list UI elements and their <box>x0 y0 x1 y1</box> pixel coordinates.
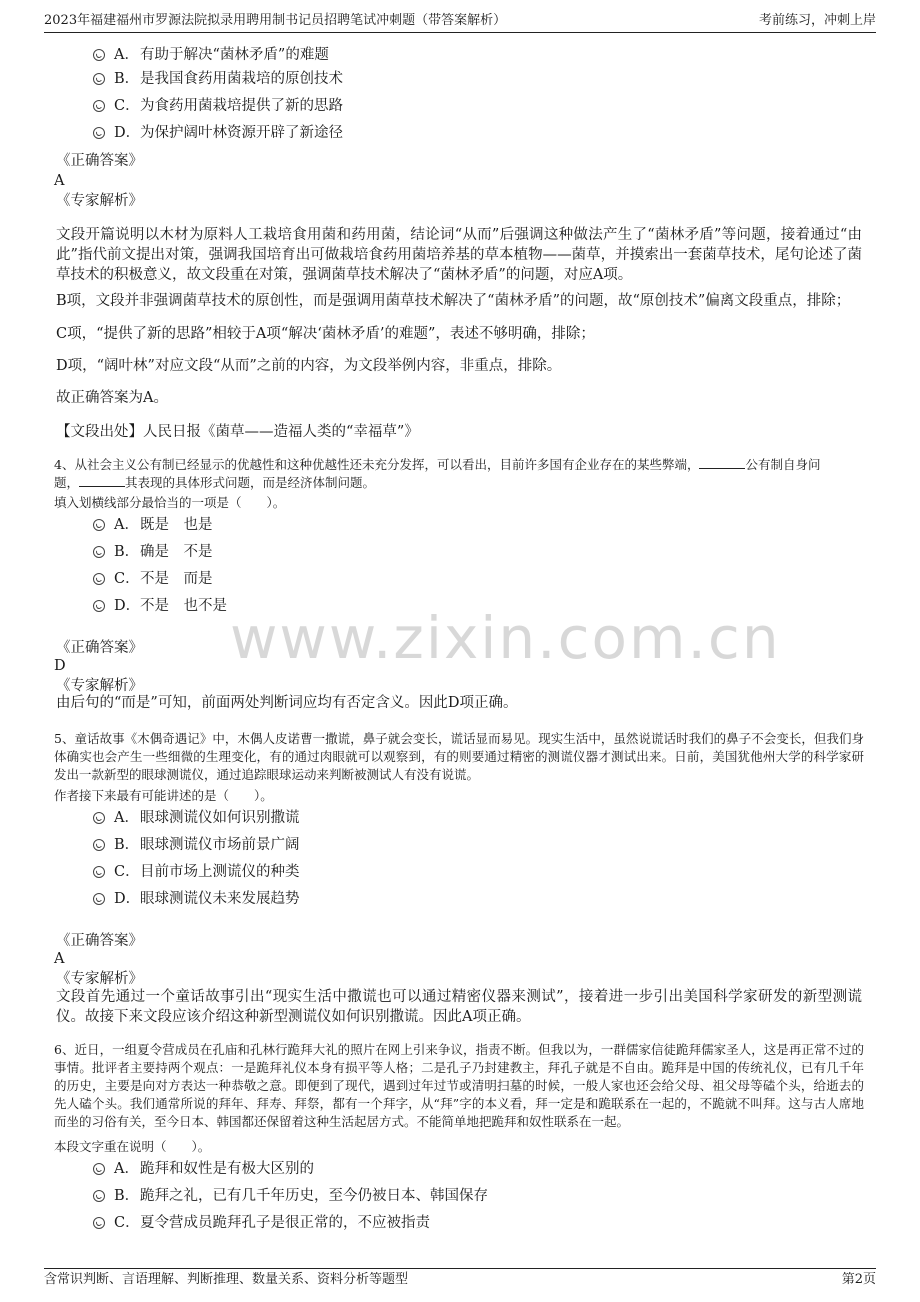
q4-prompt: 填入划横线部分最恰当的一项是（ ）。 <box>54 495 286 510</box>
q5-answer: A <box>54 951 65 967</box>
q4-answer: D <box>54 658 66 674</box>
radio-icon[interactable] <box>93 519 105 531</box>
q3-conclusion: 故正确答案为A。 <box>56 390 168 406</box>
q4-option-c[interactable]: C．不是 而是 <box>93 569 213 589</box>
watermark: www.zixin.com.cn <box>230 604 781 672</box>
page-footer <box>44 1268 876 1291</box>
q6-option-a[interactable]: A．跪拜和奴性是有极大区别的 <box>93 1159 314 1179</box>
q4-option-d[interactable]: D．不是 也不是 <box>93 596 227 616</box>
radio-icon[interactable] <box>93 73 105 85</box>
q5-option-b[interactable]: B．眼球测谎仪市场前景广阔 <box>93 835 300 855</box>
q4-answer-label: 《正确答案》 <box>56 640 143 656</box>
q4-stem: 4、从社会主义公有制已经显示的优越性和这种优越性还未充分发挥，可以看出，目前许多国有企业存在的某些弊端， 公有制自身问 题， 其表现的具体形式问题，而是经济体制问题。 <box>54 457 821 490</box>
fill-blank <box>79 474 125 487</box>
radio-icon[interactable] <box>93 1190 105 1202</box>
radio-icon[interactable] <box>93 600 105 612</box>
q4-option-b[interactable]: B．确是 不是 <box>93 542 213 562</box>
radio-icon[interactable] <box>93 100 105 112</box>
q5-option-a[interactable]: A．眼球测谎仪如何识别撒谎 <box>93 808 300 828</box>
radio-icon[interactable] <box>93 1217 105 1229</box>
radio-icon[interactable] <box>93 546 105 558</box>
q3-analysis-label: 《专家解析》 <box>56 193 143 209</box>
q5-stem: 5、童话故事《木偶奇遇记》中，木偶人皮诺曹一撒谎，鼻子就会变长，谎话显而易见。现实生活中，虽然说谎话时我们的鼻子不会变长，但我们身体确实也会产生一些细微的生理变化，有的通过肉眼就可以观察到，有的则要通过精密的测谎仪器才测试出来。日前，美国犹他州大学的科学家研发出一款新型的眼球测谎仪，通过追踪眼球运动来判断被测试人有没有说谎。 <box>54 731 864 782</box>
q3-option-a[interactable]: A．有助于解决“菌林矛盾”的难题 <box>93 45 329 65</box>
footer-note: 含常识判断、言语理解、判断推理、数量关系、资料分析等题型 <box>44 1272 409 1287</box>
radio-icon[interactable] <box>93 839 105 851</box>
q5-option-c[interactable]: C．目前市场上测谎仪的种类 <box>93 862 300 882</box>
radio-icon[interactable] <box>93 573 105 585</box>
radio-icon[interactable] <box>93 127 105 139</box>
q3-answer: A <box>54 173 65 189</box>
q3-analysis-d: D项，“阔叶林”对应文段“从而”之前的内容，为文段举例内容，非重点，排除。 <box>56 358 562 374</box>
q5-answer-label: 《正确答案》 <box>56 933 143 949</box>
radio-icon[interactable] <box>93 49 105 61</box>
q5-analysis: 文段首先通过一个童话故事引出“现实生活中撒谎也可以通过精密仪器来测试”，接着进一步引出美国科学家研发的新型测谎仪。故接下来文段应该介绍这种新型测谎仪如何识别撒谎。因此A项正确。 <box>56 989 862 1025</box>
q6-stem: 6、近日，一组夏令营成员在孔庙和孔林行跪拜大礼的照片在网上引来争议，指责不断。但我以为，一群儒家信徒跪拜儒家圣人，这是再正常不过的事情。批评者主要持两个观点：一是跪拜礼仪本身有损平等人格；二是孔子乃封建教主，拜孔子就是不自由。跪拜是中国的传统礼仪，已有几千年的历史，主要是向对方表达一种恭敬之意。即便到了现代，遇到过年过节或清明扫墓的时候，一般人家也还会给父母、祖父母等磕个头，给逝去的先人磕个头。我们通常所说的拜年、拜寿、拜祭，都有一个拜字，从“拜”字的本义看，拜一定是和跪联系在一起的，不跪就不叫拜。这与古人席地而坐的习俗有关，至今日本、韩国都还保留着这种生活起居方式。不能简单地把跪拜和奴性联系在一起。 <box>54 1042 864 1129</box>
q3-option-c[interactable]: C．为食药用菌栽培提供了新的思路 <box>93 96 343 116</box>
q3-analysis-b: B项，文段并非强调菌草技术的原创性，而是强调用菌草技术解决了“菌林矛盾”的问题，故“原创技术”偏离文段重点，排除； <box>56 293 851 309</box>
q5-analysis-label: 《专家解析》 <box>56 971 143 987</box>
radio-icon[interactable] <box>93 893 105 905</box>
q3-analysis-c: C项，“提供了新的思路”相较于A项“解决‘菌林矛盾’的难题”，表述不够明确，排除； <box>56 326 595 342</box>
q3-option-d[interactable]: D．为保护阔叶林资源开辟了新途径 <box>93 123 343 143</box>
page-number: 第2页 <box>841 1272 876 1287</box>
q4-option-a[interactable]: A．既是 也是 <box>93 515 213 535</box>
page-header <box>44 10 876 33</box>
q3-answer-label: 《正确答案》 <box>56 153 143 169</box>
q6-prompt: 本段文字重在说明（ ）。 <box>54 1139 211 1154</box>
q6-option-b[interactable]: B．跪拜之礼，已有几千年历史，至今仍被日本、韩国保存 <box>93 1186 488 1206</box>
q3-source: 【文段出处】人民日报《菌草——造福人类的“幸福草”》 <box>56 424 419 440</box>
radio-icon[interactable] <box>93 812 105 824</box>
q3-option-b[interactable]: B．是我国食药用菌栽培的原创技术 <box>93 69 343 89</box>
q6-option-c[interactable]: C．夏令营成员跪拜孔子是很正常的，不应被指责 <box>93 1213 430 1233</box>
q3-analysis-main: 文段开篇说明以木材为原料人工栽培食用菌和药用菌，结论词“从而”后强调这种做法产生了“菌林矛盾”等问题，接着通过“由此”指代前文提出对策，强调我国培育出可做栽培食药用菌培养基的草本植物——菌草，并摸索出一套菌草技术，尾句论述了菌草技术的积极意义，故文段重在对策，强调菌草技术解决了“菌林矛盾”的问题，对应A项。 <box>56 227 862 283</box>
q5-option-d[interactable]: D．眼球测谎仪未来发展趋势 <box>93 889 300 909</box>
q5-prompt: 作者接下来最有可能讲述的是（ ）。 <box>54 788 273 803</box>
radio-icon[interactable] <box>93 866 105 878</box>
fill-blank <box>699 456 745 469</box>
header-slogan: 考前练习，冲刺上岸 <box>758 13 876 28</box>
q4-analysis: 由后句的“而是”可知，前面两处判断词应均有否定含义。因此D项正确。 <box>56 695 518 711</box>
q4-analysis-label: 《专家解析》 <box>56 678 143 694</box>
radio-icon[interactable] <box>93 1163 105 1175</box>
document-title: 2023年福建福州市罗源法院拟录用聘用制书记员招聘笔试冲刺题（带答案解析） <box>44 13 507 28</box>
